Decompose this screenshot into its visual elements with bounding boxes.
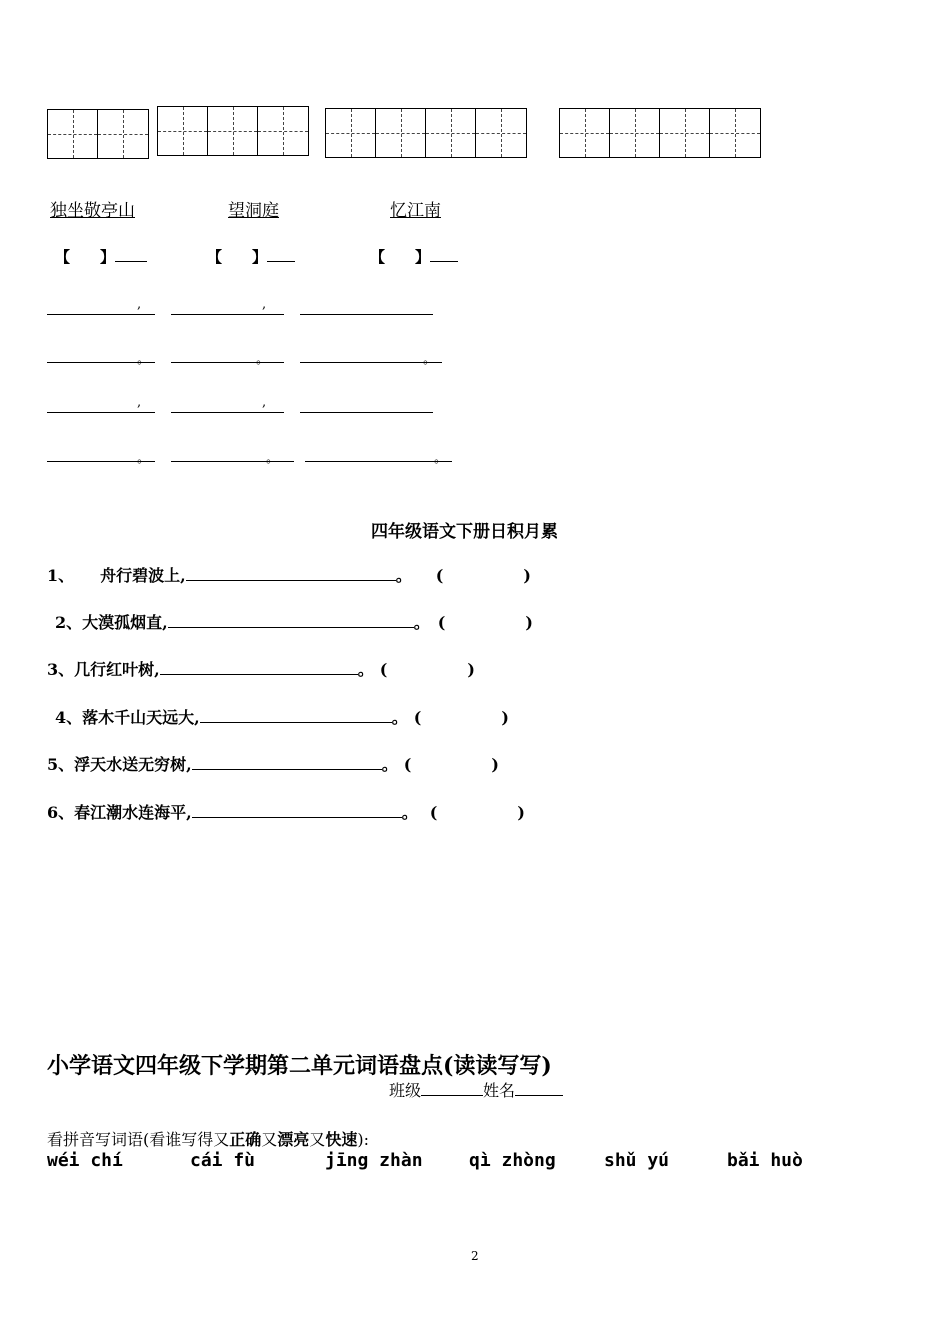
question-number: 3、: [47, 660, 75, 679]
question-text: 几行红叶树,: [74, 660, 160, 679]
answer-blank[interactable]: [192, 753, 382, 770]
question-number: 5、: [47, 755, 75, 774]
question-end: 。: [357, 660, 374, 679]
instruction-pre: 看拼音写词语(看谁写得又: [47, 1130, 230, 1149]
bracket-open: 【: [370, 248, 386, 266]
punctuation: ,: [137, 395, 142, 410]
paren-close: ): [517, 803, 525, 822]
punctuation: 。: [423, 352, 437, 367]
class-label: 班级: [389, 1081, 422, 1100]
pinyin-6: bǎi huò: [727, 1150, 803, 1171]
question-4: [55, 705, 509, 728]
question-number: 1、: [47, 566, 75, 585]
pinyin-5: shǔ yú: [604, 1150, 670, 1171]
grid-cell[interactable]: [476, 109, 526, 157]
poem-line-blank[interactable]: [300, 350, 442, 363]
grid-cell[interactable]: [610, 109, 660, 157]
question-text: 浮天水送无穷树,: [74, 755, 192, 774]
pinyin-1: wéi chí: [47, 1150, 123, 1171]
unit-title: 小学语文四年级下学期第二单元词语盘点(读读写写): [47, 1053, 552, 1079]
paren-close: ): [523, 566, 531, 585]
answer-blank[interactable]: [168, 611, 414, 628]
question-end: 。: [401, 803, 418, 822]
poem-line-blank[interactable]: [305, 449, 452, 462]
writing-grid-3[interactable]: [325, 108, 527, 158]
question-6: [47, 800, 525, 823]
grid-cell[interactable]: [98, 110, 148, 158]
page-number: 2: [471, 1249, 479, 1263]
punctuation: 。: [137, 451, 151, 466]
paren-close: ): [467, 660, 475, 679]
instruction-bold-1: 正确: [229, 1130, 262, 1149]
question-end: 。: [381, 755, 398, 774]
bracket-close: 】: [415, 248, 431, 266]
punctuation: 。: [434, 451, 448, 466]
grid-cell[interactable]: [376, 109, 426, 157]
paren-close: ): [501, 708, 509, 727]
poet-answer-1[interactable]: [55, 246, 147, 267]
answer-blank[interactable]: [200, 706, 392, 723]
instruction-mid-2: 又: [309, 1130, 326, 1149]
section-title: 四年级语文下册日积月累: [371, 522, 558, 542]
instruction-bold-3: 快速: [325, 1130, 358, 1149]
paren-open: (: [429, 803, 438, 822]
punctuation: 。: [266, 451, 280, 466]
punctuation: ,: [262, 297, 267, 312]
poem-title-3: 忆江南: [390, 201, 441, 221]
question-text: 春江潮水连海平,: [74, 803, 192, 822]
poem-line-blank[interactable]: [300, 302, 433, 315]
grid-cell[interactable]: [158, 107, 208, 155]
pinyin-4: qì zhòng: [469, 1150, 556, 1171]
grid-cell[interactable]: [48, 110, 98, 158]
answer-blank[interactable]: [192, 801, 402, 818]
question-5: [47, 752, 499, 775]
paren-close: ): [525, 613, 533, 632]
instruction: [47, 1127, 369, 1150]
name-blank[interactable]: [515, 1079, 563, 1096]
paren-open: (: [379, 660, 388, 679]
instruction-mid-1: 又: [261, 1130, 278, 1149]
bracket-close: 】: [252, 248, 268, 266]
class-name-row: [389, 1078, 563, 1101]
paren-open: (: [435, 566, 444, 585]
grid-cell[interactable]: [208, 107, 258, 155]
paren-open: (: [413, 708, 422, 727]
punctuation: ,: [262, 395, 267, 410]
answer-blank[interactable]: [115, 247, 147, 262]
grid-cell[interactable]: [710, 109, 760, 157]
grid-cell[interactable]: [560, 109, 610, 157]
instruction-post: ):: [357, 1130, 369, 1149]
question-end: 。: [391, 708, 408, 727]
writing-grid-1[interactable]: [47, 109, 149, 159]
poem-line-blank[interactable]: [300, 400, 433, 413]
question-1: [47, 563, 531, 586]
question-3: [47, 657, 475, 680]
bracket-close: 】: [100, 248, 116, 266]
grid-cell[interactable]: [258, 107, 308, 155]
punctuation: 。: [137, 352, 151, 367]
question-number: 6、: [47, 803, 75, 822]
question-end: 。: [413, 613, 430, 632]
poem-line-blank[interactable]: [171, 302, 284, 315]
pinyin-3: jīng zhàn: [325, 1150, 423, 1171]
punctuation: 。: [256, 352, 270, 367]
pinyin-2: cái fù: [190, 1150, 256, 1171]
paren-open: (: [403, 755, 412, 774]
answer-blank[interactable]: [267, 247, 295, 262]
name-label: 姓名: [483, 1081, 516, 1100]
instruction-bold-2: 漂亮: [277, 1130, 310, 1149]
answer-blank[interactable]: [186, 564, 396, 581]
paren-open: (: [437, 613, 446, 632]
question-2: [55, 610, 533, 633]
class-blank[interactable]: [421, 1079, 483, 1096]
writing-grid-2[interactable]: [157, 106, 309, 156]
answer-blank[interactable]: [160, 658, 358, 675]
question-text: 落木千山天远大,: [82, 708, 200, 727]
grid-cell[interactable]: [326, 109, 376, 157]
bracket-open: 【: [55, 248, 71, 266]
question-number: 2、: [55, 613, 83, 632]
grid-cell[interactable]: [660, 109, 710, 157]
paren-close: ): [491, 755, 499, 774]
question-number: 4、: [55, 708, 83, 727]
poem-line-blank[interactable]: [171, 400, 284, 413]
poet-answer-3[interactable]: [370, 246, 458, 267]
writing-grid-4[interactable]: [559, 108, 761, 158]
bracket-open: 【: [207, 248, 223, 266]
poet-answer-2[interactable]: [207, 246, 295, 267]
answer-blank[interactable]: [430, 247, 458, 262]
poem-title-2: 望洞庭: [228, 201, 279, 221]
grid-cell[interactable]: [426, 109, 476, 157]
question-end: 。: [395, 566, 412, 585]
question-text: 大漠孤烟直,: [82, 613, 168, 632]
punctuation: ,: [137, 297, 142, 312]
poem-title-1: 独坐敬亭山: [50, 201, 135, 221]
question-text: 舟行碧波上,: [100, 566, 186, 585]
